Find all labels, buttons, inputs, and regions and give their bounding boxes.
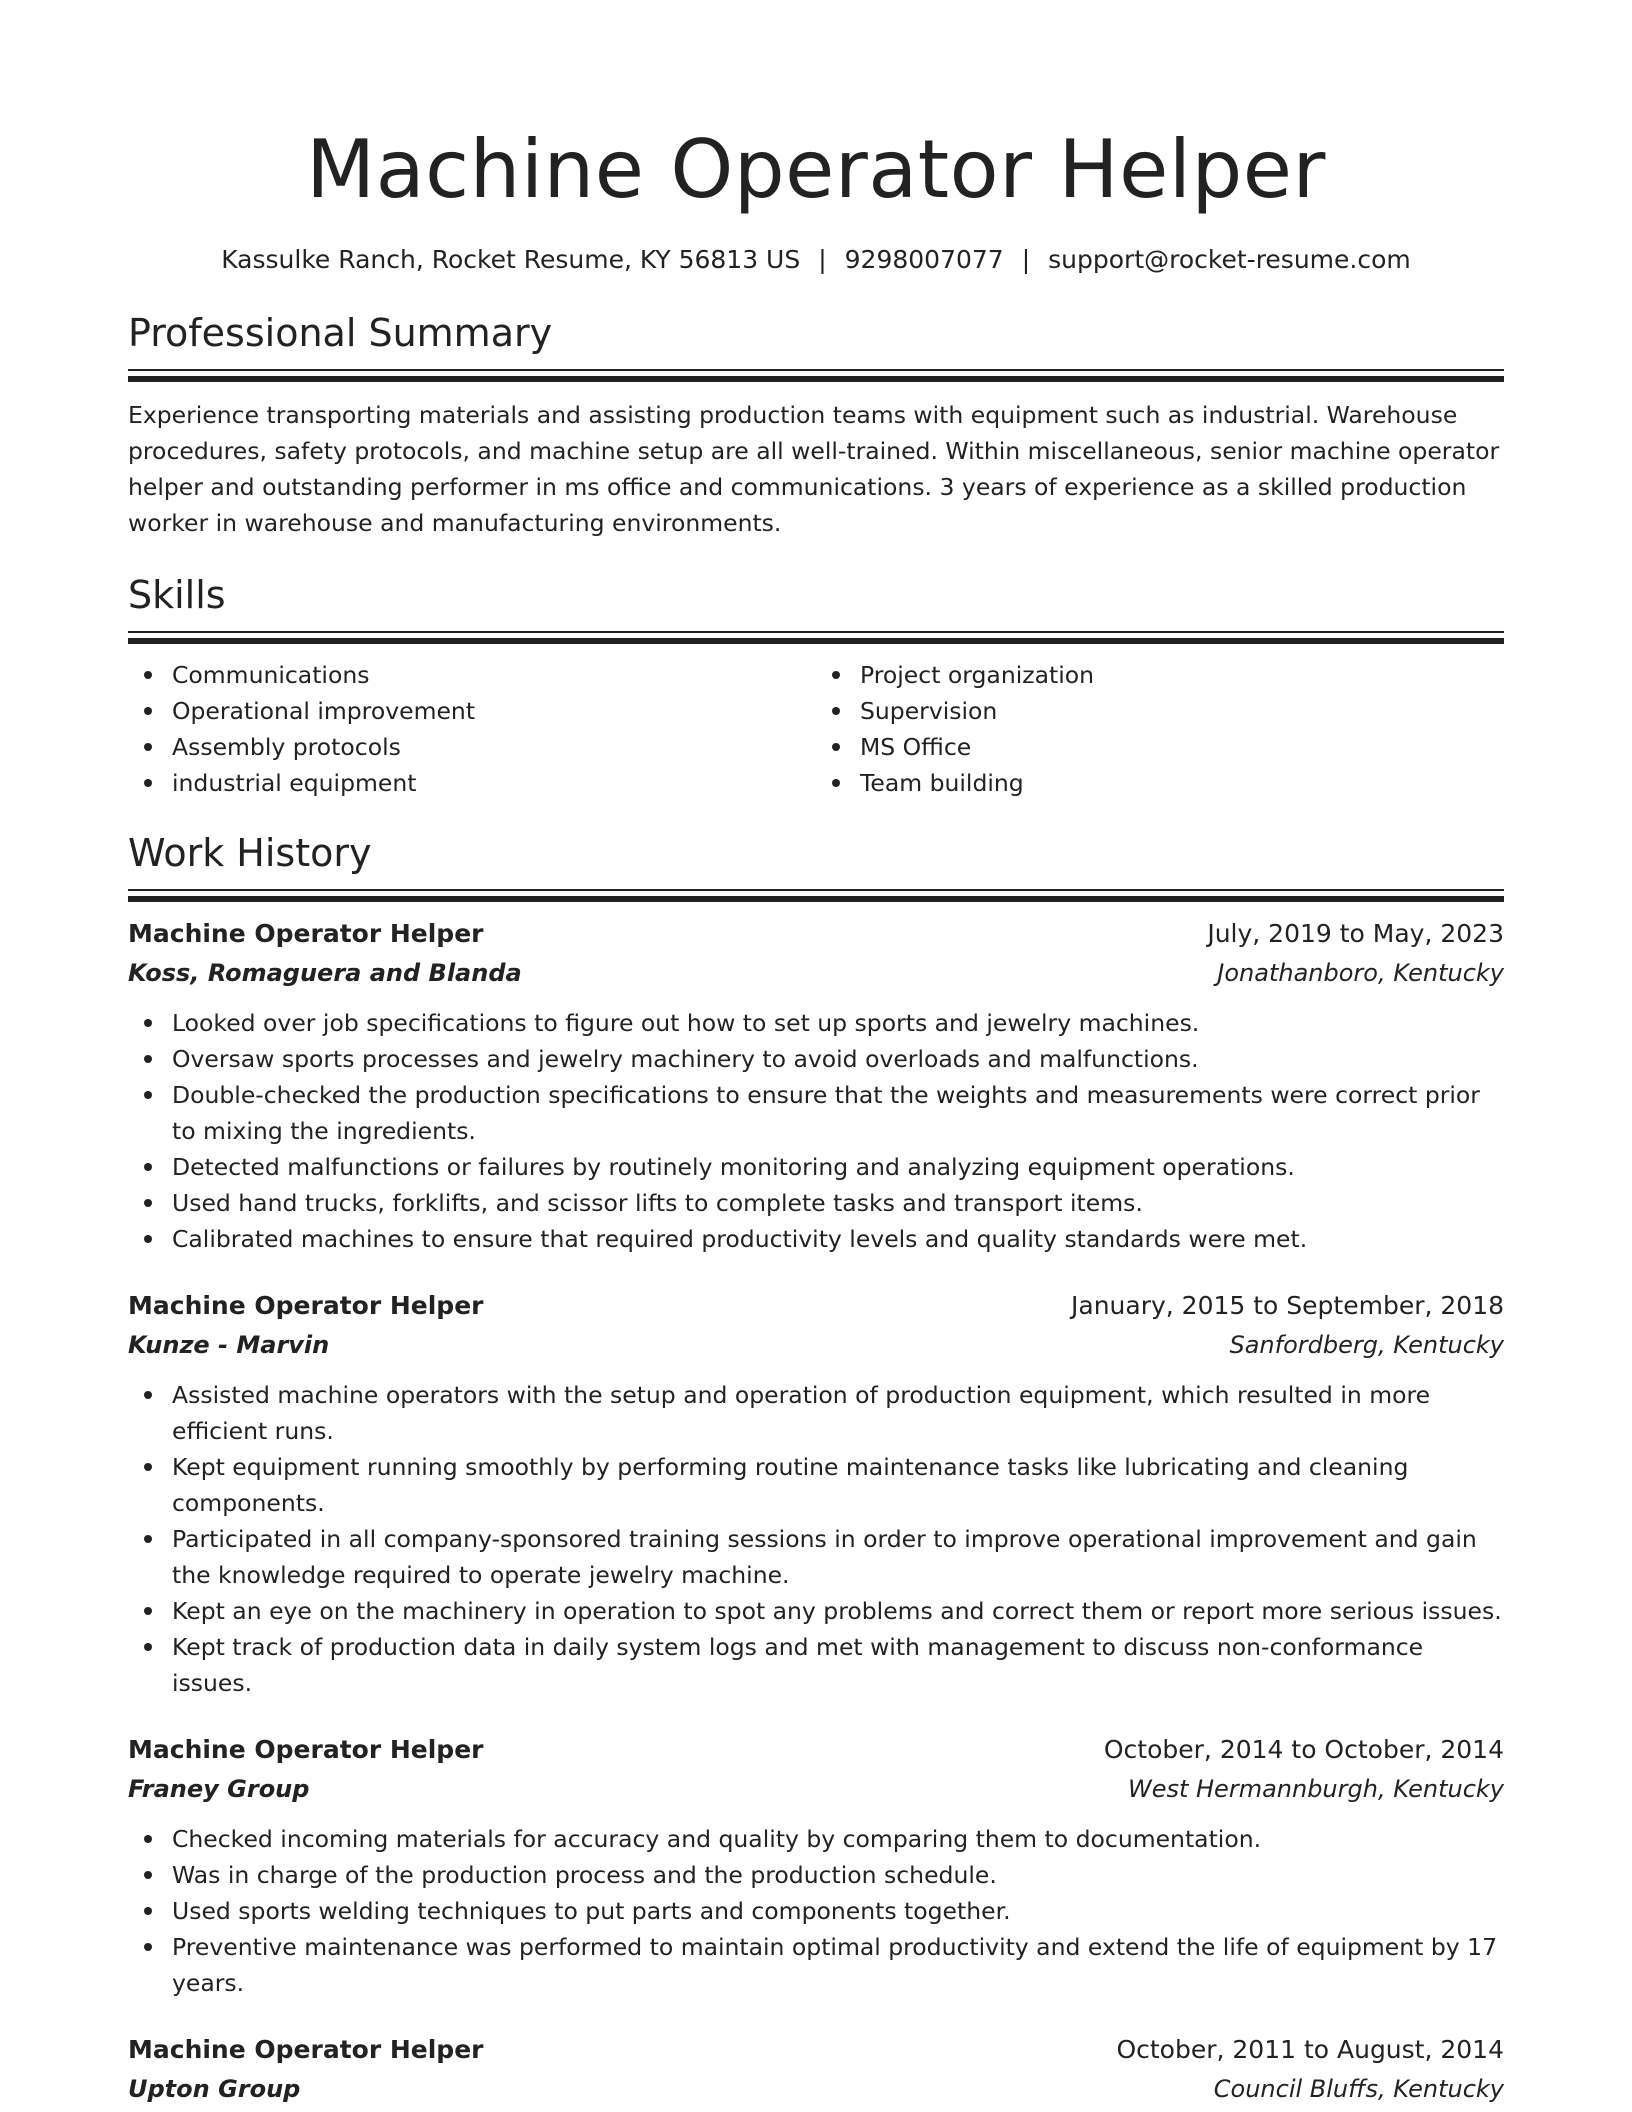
contact-email: support@rocket-resume.com (1048, 245, 1411, 274)
job-dates: July, 2019 to May, 2023 (1207, 919, 1504, 948)
summary-text: Experience transporting materials and assisting production teams with equipment such as industrial. Warehouse procedures, safety protocols, and machine setup are all well-trained. Within miscellaneous, senior machine operator helper and outstanding performer in ms office and communications. 3 years of experience as a skilled production worker in warehouse and manufacturing environments. (128, 401, 1500, 537)
skill-item: Project organization (860, 657, 1504, 693)
job-title: Machine Operator Helper (128, 2035, 484, 2064)
job-bullet: Double-checked the production specifications to ensure that the weights and measurements were correct prior to mixing the ingredients. (172, 1077, 1504, 1149)
job-bullet: Detected malfunctions or failures by routinely monitoring and analyzing equipment operations. (172, 1149, 1504, 1185)
job-subheader (128, 2069, 1504, 2109)
job-bullets (128, 1377, 1504, 1701)
job-title: Machine Operator Helper (128, 1735, 484, 1764)
work-section (128, 829, 1504, 2109)
job-bullet: Used hand trucks, forklifts, and scissor lifts to complete tasks and transport items. (172, 1185, 1504, 1221)
job-bullet: Used sports welding techniques to put parts and components together. (172, 1893, 1504, 1929)
contact-separator: | (1021, 245, 1031, 274)
job-location: West Hermannburgh, Kentucky (1127, 1775, 1504, 1803)
work-heading: Work History (128, 831, 372, 875)
job-bullet: Was in charge of the production process and the production schedule. (172, 1857, 1504, 1893)
job-bullet: Participated in all company-sponsored training sessions in order to improve operational improvement and gain the knowledge required to operate jewelry machine. (172, 1521, 1504, 1593)
resume-page (128, 0, 1504, 2109)
section-divider (128, 889, 1504, 901)
job-dates: January, 2015 to September, 2018 (1071, 1291, 1504, 1320)
job-header (128, 2031, 1504, 2069)
job-bullet: Oversaw sports processes and jewelry machinery to avoid overloads and malfunctions. (172, 1041, 1504, 1077)
skills-columns (128, 657, 1504, 801)
skill-item: Team building (860, 765, 1504, 801)
job-bullets (128, 1005, 1504, 1257)
candidate-name: Machine Operator Helper (306, 123, 1326, 216)
job-header (128, 1287, 1504, 1325)
job-subheader (128, 1769, 1504, 1809)
contact-address: Kassulke Ranch, Rocket Resume, KY 56813 US (221, 245, 801, 274)
skill-item: MS Office (860, 729, 1504, 765)
job-bullets (128, 1821, 1504, 2001)
skill-item: Supervision (860, 693, 1504, 729)
job-subheader (128, 953, 1504, 993)
job-bullet: Calibrated machines to ensure that required productivity levels and quality standards were met. (172, 1221, 1504, 1257)
summary-heading: Professional Summary (128, 311, 553, 355)
job-dates: October, 2014 to October, 2014 (1103, 1735, 1504, 1764)
job-bullet: Assisted machine operators with the setup and operation of production equipment, which resulted in more efficient runs. (172, 1377, 1504, 1449)
skills-heading: Skills (128, 573, 226, 617)
contact-separator: | (818, 245, 827, 274)
job-bullet: Preventive maintenance was performed to maintain optimal productivity and extend the life of equipment by 17 years. (172, 1929, 1504, 2001)
section-divider (128, 631, 1504, 643)
job-bullet: Checked incoming materials for accuracy and quality by comparing them to documentation. (172, 1821, 1504, 1857)
job-entry (128, 2031, 1504, 2109)
job-location: Sanfordberg, Kentucky (1229, 1331, 1504, 1359)
job-title: Machine Operator Helper (128, 1291, 484, 1320)
job-entry (128, 1731, 1504, 2001)
job-entry (128, 1287, 1504, 1701)
job-company: Koss, Romaguera and Blanda (128, 959, 522, 987)
job-header (128, 1731, 1504, 1769)
job-company: Franey Group (128, 1775, 310, 1803)
skills-section (128, 571, 1504, 801)
contact-line (128, 242, 1504, 278)
job-subheader (128, 1325, 1504, 1365)
skill-item: Communications (172, 657, 816, 693)
skills-list-right (816, 657, 1504, 801)
job-bullet: Kept an eye on the machinery in operation to spot any problems and correct them or report more serious issues. (172, 1593, 1504, 1629)
summary-section (128, 309, 1504, 541)
skill-item: industrial equipment (172, 765, 816, 801)
job-bullet: Kept equipment running smoothly by performing routine maintenance tasks like lubricating and cleaning components. (172, 1449, 1504, 1521)
skill-item: Operational improvement (172, 693, 816, 729)
job-bullet: Looked over job specifications to figure out how to set up sports and jewelry machines. (172, 1005, 1504, 1041)
section-divider (128, 369, 1504, 381)
job-entry (128, 915, 1504, 1257)
skill-item: Assembly protocols (172, 729, 816, 765)
job-company: Upton Group (128, 2075, 301, 2103)
job-location: Jonathanboro, Kentucky (1217, 959, 1504, 987)
job-dates: October, 2011 to August, 2014 (1116, 2035, 1504, 2064)
contact-phone: 9298007077 (844, 245, 1004, 274)
job-header (128, 915, 1504, 953)
job-company: Kunze - Marvin (128, 1331, 330, 1359)
job-bullet: Kept track of production data in daily system logs and met with management to discuss non-conformance issues. (172, 1629, 1504, 1701)
job-title: Machine Operator Helper (128, 919, 484, 948)
skills-list-left (128, 657, 816, 801)
job-location: Council Bluffs, Kentucky (1213, 2075, 1504, 2103)
